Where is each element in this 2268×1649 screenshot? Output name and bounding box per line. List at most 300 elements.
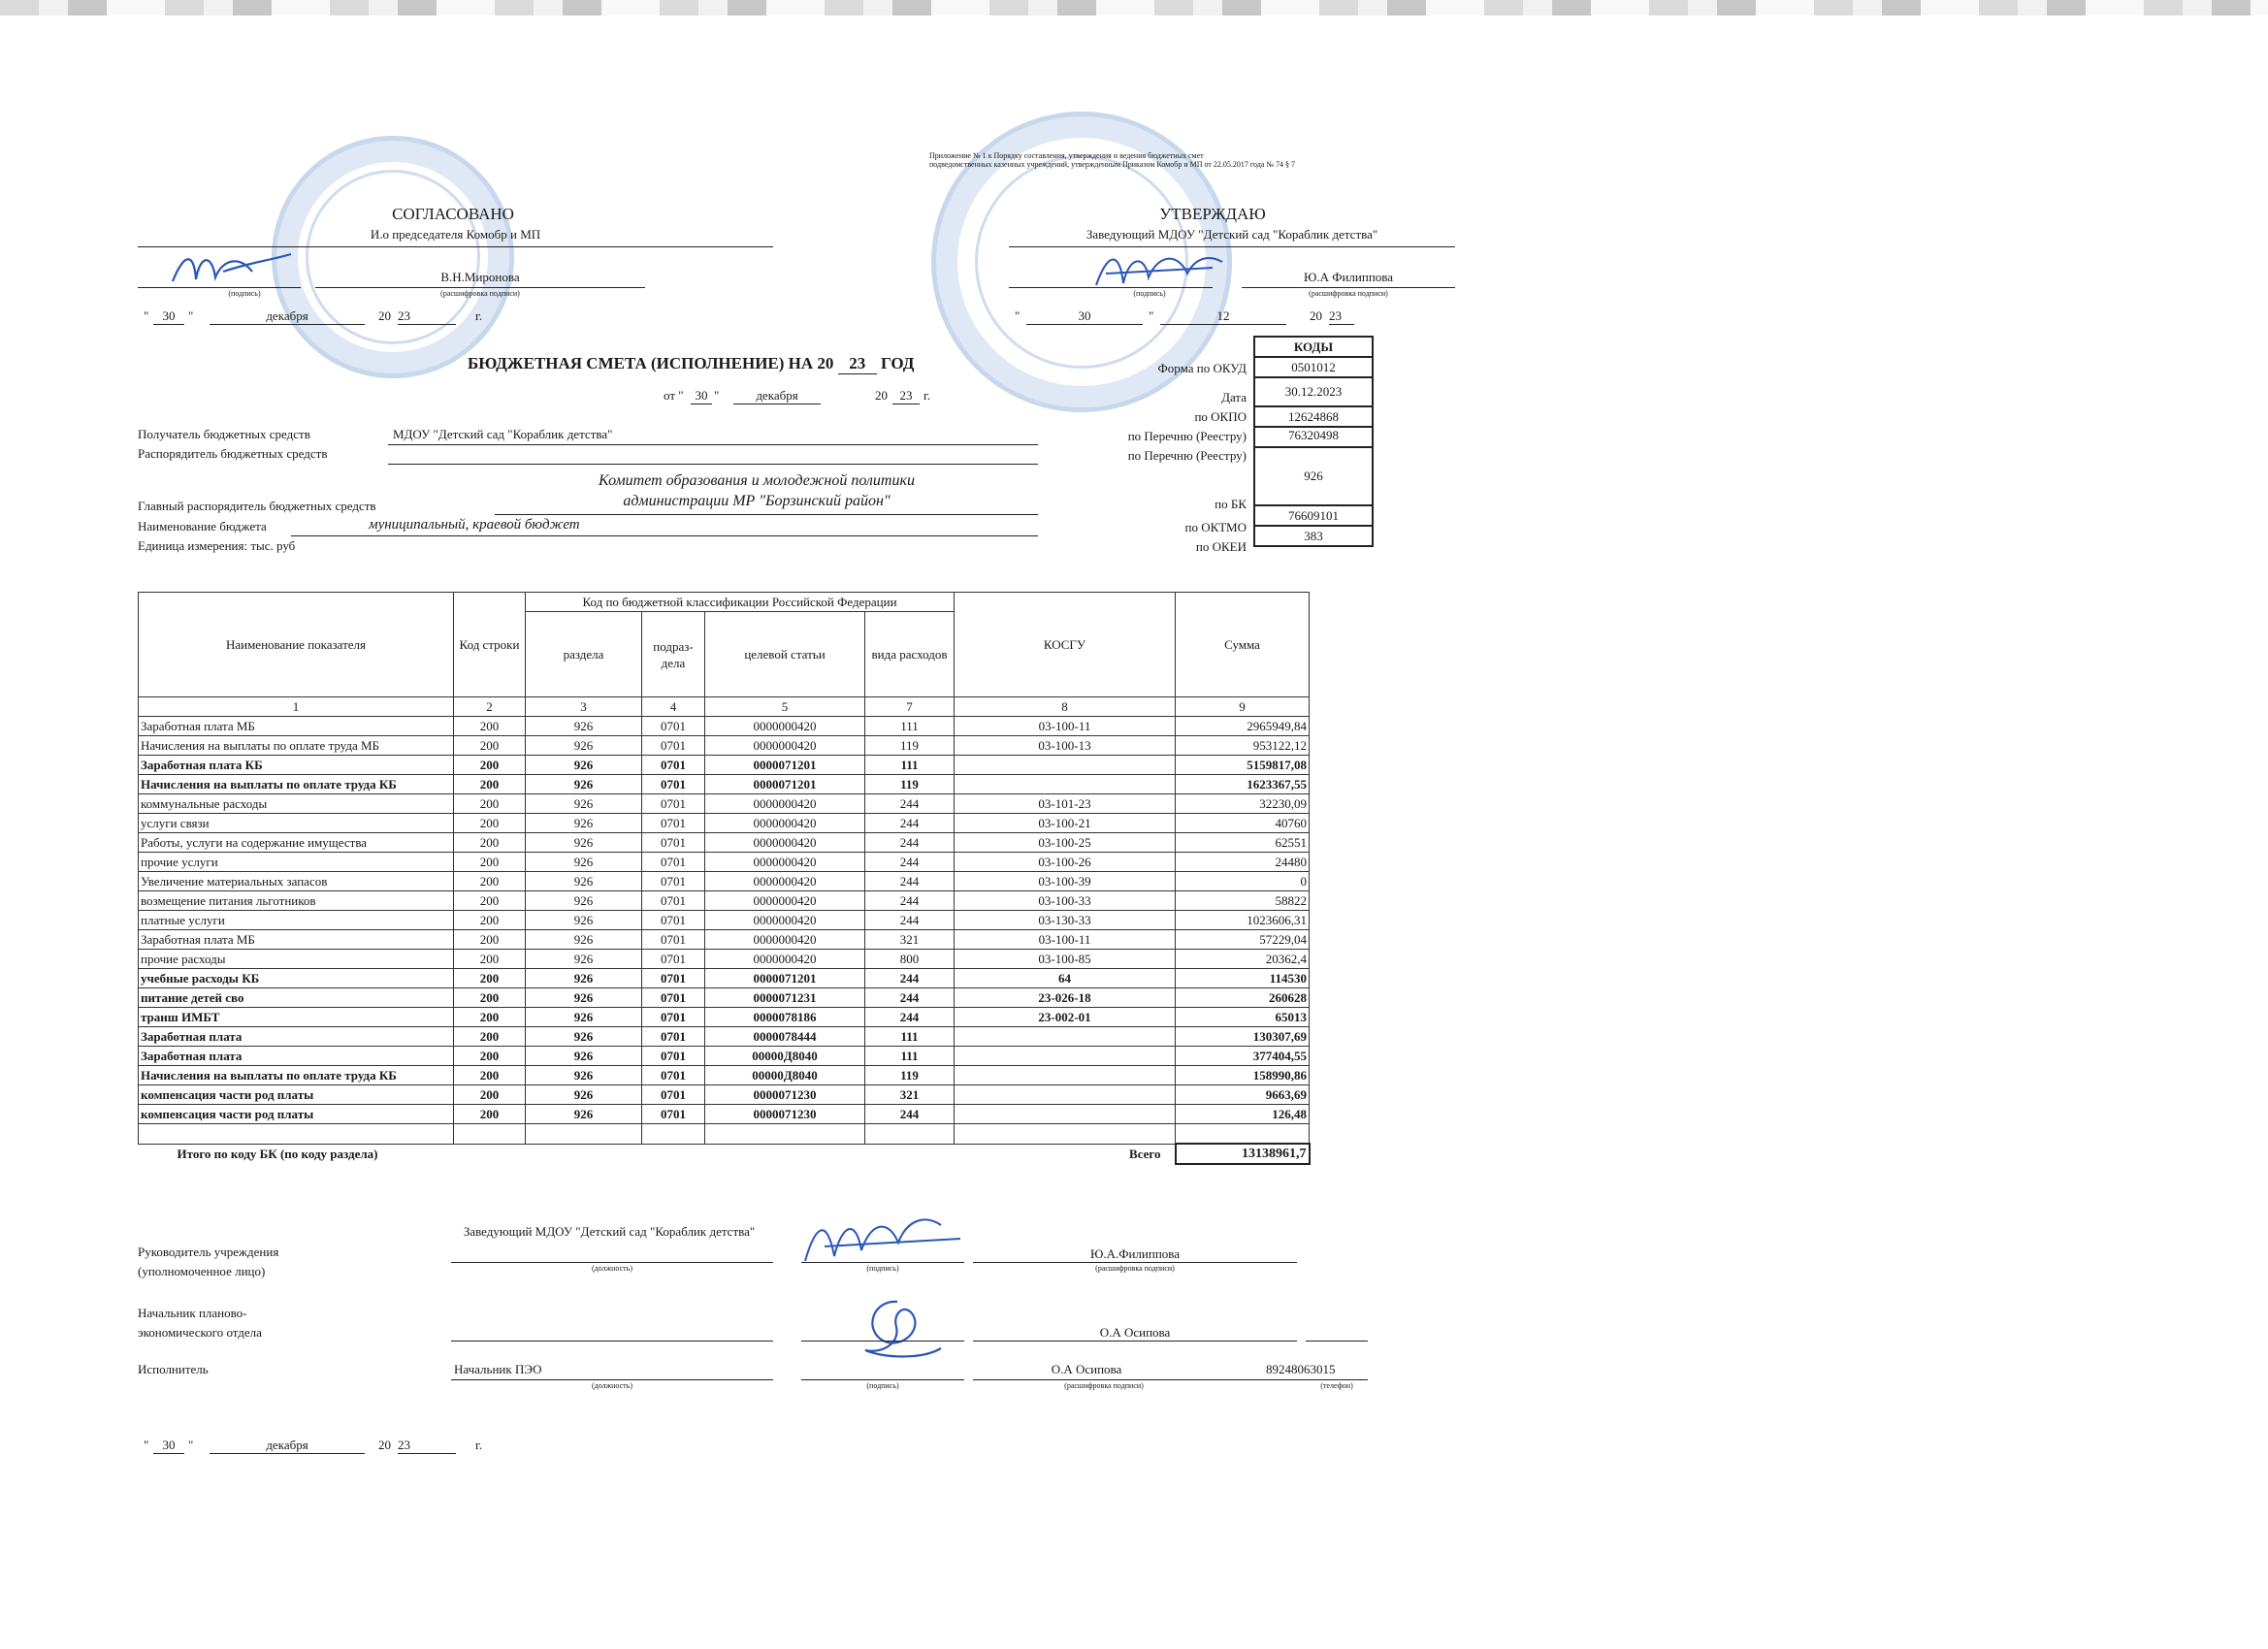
budget-label: Наименование бюджета — [138, 519, 267, 534]
regulation-note-line1: Приложение № 1 к Порядку составления, утверждения и ведения бюджетных смет — [929, 151, 1204, 160]
manager-label: Распорядитель бюджетных средств — [138, 446, 328, 461]
chief-position-line — [451, 1341, 773, 1342]
column-number: 2 — [454, 697, 526, 717]
code-value-registry: 76320498 — [1254, 427, 1373, 447]
row-kosgu: 23-026-18 — [955, 988, 1176, 1008]
row-subsection: 0701 — [642, 950, 705, 969]
code-value-okud: 0501012 — [1254, 357, 1373, 377]
row-subsection: 0701 — [642, 717, 705, 736]
document-date-month: декабря — [733, 388, 821, 404]
code-label-bk: по БК — [1215, 497, 1247, 511]
document-date: от " 30 " декабря 20 23 г. — [664, 388, 931, 403]
row-expense-type: 111 — [865, 1047, 955, 1066]
table-row — [139, 794, 1310, 814]
head-signature-image — [795, 1208, 970, 1266]
header-kosgu: КОСГУ — [955, 593, 1176, 697]
row-expense-type: 800 — [865, 950, 955, 969]
row-subsection: 0701 — [642, 911, 705, 930]
row-section: 926 — [526, 930, 642, 950]
row-kosgu: 03-101-23 — [955, 794, 1176, 814]
row-name: Начисления на выплаты по оплате труда КБ — [139, 775, 454, 794]
row-target: 00000Д8040 — [705, 1066, 865, 1085]
header-subsection: подраз-дела — [642, 612, 705, 697]
row-code: 200 — [454, 930, 526, 950]
row-code: 200 — [454, 1027, 526, 1047]
code-value-date: 30.12.2023 — [1254, 377, 1373, 406]
head-position-line — [451, 1262, 773, 1263]
header-sum: Сумма — [1176, 593, 1310, 697]
code-value-bk: 926 — [1254, 447, 1373, 505]
code-label-okud: Форма по ОКУД — [1157, 361, 1247, 375]
row-target: 0000078444 — [705, 1027, 865, 1047]
row-name: учебные расходы КБ — [139, 969, 454, 988]
row-kosgu: 64 — [955, 969, 1176, 988]
main-manager-line1: Комитет образования и молодежной политики — [599, 472, 915, 489]
head-position: Заведующий МДОУ "Детский сад "Кораблик детства" — [463, 1224, 756, 1239]
row-kosgu — [955, 1066, 1176, 1085]
estimate-rows — [139, 717, 1310, 1124]
row-section: 926 — [526, 1085, 642, 1105]
row-section: 926 — [526, 756, 642, 775]
code-label-okpo: по ОКПО — [1194, 409, 1247, 424]
row-section: 926 — [526, 717, 642, 736]
row-code: 200 — [454, 833, 526, 853]
row-target: 0000000420 — [705, 853, 865, 872]
document-title-suffix: ГОД — [880, 354, 915, 372]
row-target: 0000071230 — [705, 1085, 865, 1105]
agreed-decode-caption: (расшифровка подписи) — [440, 289, 520, 298]
recipient-value: МДОУ "Детский сад "Кораблик детства" — [393, 427, 613, 441]
table-row — [139, 736, 1310, 756]
row-name: возмещение питания льготников — [139, 891, 454, 911]
row-sum: 126,48 — [1176, 1105, 1310, 1124]
chief-phone-line — [1306, 1341, 1368, 1342]
row-name: прочие расходы — [139, 950, 454, 969]
header-section: раздела — [526, 612, 642, 697]
row-code: 200 — [454, 911, 526, 930]
executor-position-line — [451, 1379, 773, 1380]
row-target: 0000000420 — [705, 930, 865, 950]
table-row — [139, 911, 1310, 930]
row-subsection: 0701 — [642, 833, 705, 853]
row-sum: 40760 — [1176, 814, 1310, 833]
head-sign-line — [801, 1262, 964, 1263]
document-date-label: от " — [664, 388, 684, 403]
executor-label: Исполнитель — [138, 1362, 209, 1376]
row-target: 0000000420 — [705, 794, 865, 814]
code-label-registry: по Перечню (Реестру) — [1127, 429, 1247, 443]
chief-signature-image — [844, 1290, 951, 1368]
row-name: транш ИМБТ — [139, 1008, 454, 1027]
sign-date-year-prefix: 20 — [378, 1438, 391, 1452]
approved-name: Ю.А Филиппова — [1303, 270, 1394, 284]
code-label-date: Дата — [1221, 390, 1247, 404]
row-sum: 114530 — [1176, 969, 1310, 988]
row-name: Заработная плата МБ — [139, 717, 454, 736]
head-position-caption: (должность) — [592, 1264, 632, 1273]
chief-name-line — [973, 1341, 1297, 1342]
document-title-text: БЮДЖЕТНАЯ СМЕТА (ИСПОЛНЕНИЕ) НА 20 — [468, 354, 834, 372]
row-section: 926 — [526, 872, 642, 891]
row-target: 0000071201 — [705, 969, 865, 988]
header-name: Наименование показателя — [139, 593, 454, 697]
unit-label: Единица измерения: тыс. руб — [138, 538, 296, 553]
row-target: 0000000420 — [705, 833, 865, 853]
row-expense-type: 111 — [865, 717, 955, 736]
code-value-okei: 383 — [1254, 526, 1373, 546]
table-row — [139, 814, 1310, 833]
row-target: 0000000420 — [705, 736, 865, 756]
head-decode-caption: (расшифровка подписи) — [1095, 1264, 1175, 1273]
row-kosgu: 03-130-33 — [955, 911, 1176, 930]
table-row — [139, 775, 1310, 794]
row-sum: 24480 — [1176, 853, 1310, 872]
row-expense-type: 244 — [865, 891, 955, 911]
total-row — [139, 1144, 1310, 1164]
document-date-year-prefix: 20 — [875, 388, 888, 403]
recipient-line — [388, 444, 1038, 445]
header-target: целевой статьи — [705, 612, 865, 697]
row-expense-type: 119 — [865, 736, 955, 756]
header-expense-type: вида расходов — [865, 612, 955, 697]
row-kosgu: 03-100-39 — [955, 872, 1176, 891]
table-row — [139, 1047, 1310, 1066]
approved-decode-caption: (расшифровка подписи) — [1309, 289, 1388, 298]
row-section: 926 — [526, 1066, 642, 1085]
executor-sign-caption: (подпись) — [866, 1381, 899, 1390]
row-section: 926 — [526, 736, 642, 756]
row-expense-type: 244 — [865, 872, 955, 891]
row-code: 200 — [454, 1008, 526, 1027]
table-row — [139, 853, 1310, 872]
table-row — [139, 1085, 1310, 1105]
row-kosgu: 03-100-25 — [955, 833, 1176, 853]
row-kosgu: 03-100-26 — [955, 853, 1176, 872]
row-sum: 260628 — [1176, 988, 1310, 1008]
row-code: 200 — [454, 717, 526, 736]
table-row — [139, 950, 1310, 969]
row-subsection: 0701 — [642, 872, 705, 891]
total-label: Итого по коду БК (по коду раздела) — [177, 1146, 378, 1161]
row-subsection: 0701 — [642, 1047, 705, 1066]
head-label1: Руководитель учреждения — [138, 1245, 279, 1259]
row-section: 926 — [526, 1105, 642, 1124]
head-name-line — [973, 1262, 1297, 1263]
code-label-oktmo: по ОКТМО — [1184, 520, 1247, 534]
agreed-sign-line — [138, 287, 301, 288]
row-subsection: 0701 — [642, 1027, 705, 1047]
row-target: 0000000420 — [705, 950, 865, 969]
agreed-sign-caption: (подпись) — [228, 289, 261, 298]
row-subsection: 0701 — [642, 794, 705, 814]
scan-artifact-top — [0, 0, 2268, 16]
row-kosgu: 23-002-01 — [955, 1008, 1176, 1027]
row-kosgu: 03-100-13 — [955, 736, 1176, 756]
table-row — [139, 891, 1310, 911]
column-number: 4 — [642, 697, 705, 717]
row-name: Заработная плата КБ — [139, 756, 454, 775]
agreed-name-line — [315, 287, 645, 288]
row-kosgu: 03-100-21 — [955, 814, 1176, 833]
row-subsection: 0701 — [642, 853, 705, 872]
row-name: услуги связи — [139, 814, 454, 833]
regulation-note-line2: подведомственных казенных учреждений, утвержденным Приказом Комобр и МП от 22.05.2017 года № 74 § 7 — [929, 160, 1295, 169]
row-sum: 953122,12 — [1176, 736, 1310, 756]
row-kosgu: 03-100-11 — [955, 930, 1176, 950]
chief-label1: Начальник планово- — [138, 1306, 247, 1320]
row-subsection: 0701 — [642, 814, 705, 833]
head-sign-caption: (подпись) — [866, 1264, 899, 1273]
approved-date-day: 30 — [1026, 308, 1143, 325]
sign-date-month: декабря — [210, 1438, 365, 1454]
row-expense-type: 119 — [865, 775, 955, 794]
column-number: 3 — [526, 697, 642, 717]
row-subsection: 0701 — [642, 1105, 705, 1124]
code-value-oktmo: 76609101 — [1254, 505, 1373, 526]
table-row — [139, 1105, 1310, 1124]
approved-date-month: 12 — [1160, 308, 1286, 325]
row-target: 0000000420 — [705, 872, 865, 891]
sign-date-year: 23 — [398, 1438, 456, 1454]
code-label-registry-2: по Перечню (Реестру) — [1127, 448, 1247, 463]
row-expense-type: 321 — [865, 1085, 955, 1105]
approved-name-line — [1242, 287, 1455, 288]
agreed-date-year: 23 — [398, 308, 456, 325]
approved-position-line — [1009, 246, 1455, 247]
row-subsection: 0701 — [642, 775, 705, 794]
approved-position: Заведующий МДОУ "Детский сад "Кораблик детства" — [1085, 227, 1378, 242]
row-sum: 130307,69 — [1176, 1027, 1310, 1047]
executor-name: О.А Осипова — [1051, 1362, 1122, 1376]
approved-signature-image — [1086, 244, 1232, 293]
main-manager-label: Главный распорядитель бюджетных средств — [138, 499, 376, 513]
row-subsection: 0701 — [642, 1066, 705, 1085]
row-sum: 58822 — [1176, 891, 1310, 911]
table-row — [139, 833, 1310, 853]
row-name: платные услуги — [139, 911, 454, 930]
row-subsection: 0701 — [642, 891, 705, 911]
row-sum: 62551 — [1176, 833, 1310, 853]
row-target: 0000071230 — [705, 1105, 865, 1124]
agreed-date-year-prefix: 20 — [378, 308, 391, 323]
sign-date-day: 30 — [153, 1438, 184, 1454]
row-code: 200 — [454, 775, 526, 794]
agreed-signature-image — [165, 242, 301, 291]
row-code: 200 — [454, 872, 526, 891]
row-sum: 20362,4 — [1176, 950, 1310, 969]
row-expense-type: 321 — [865, 930, 955, 950]
document-date-day: 30 — [691, 388, 712, 404]
row-sum: 9663,69 — [1176, 1085, 1310, 1105]
row-sum: 1623367,55 — [1176, 775, 1310, 794]
executor-position-caption: (должность) — [592, 1381, 632, 1390]
header-row-code: Код строки — [454, 593, 526, 697]
row-subsection: 0701 — [642, 969, 705, 988]
agreed-date-suffix: г. — [475, 308, 483, 323]
row-expense-type: 244 — [865, 969, 955, 988]
approved-date-year: 23 — [1329, 308, 1354, 325]
table-row — [139, 717, 1310, 736]
row-code: 200 — [454, 950, 526, 969]
table-row — [139, 969, 1310, 988]
head-name: Ю.А.Филиппова — [1089, 1246, 1181, 1261]
row-target: 0000000420 — [705, 717, 865, 736]
table-row — [139, 756, 1310, 775]
agreed-date-day: 30 — [153, 308, 184, 325]
grand-total-value: 13138961,7 — [1176, 1144, 1310, 1164]
main-manager-underline — [495, 514, 1038, 515]
row-expense-type: 244 — [865, 911, 955, 930]
row-sum: 377404,55 — [1176, 1047, 1310, 1066]
row-name: Заработная плата — [139, 1027, 454, 1047]
executor-position: Начальник ПЭО — [454, 1362, 542, 1376]
row-code: 200 — [454, 988, 526, 1008]
row-section: 926 — [526, 1047, 642, 1066]
row-kosgu: 03-100-11 — [955, 717, 1176, 736]
row-expense-type: 111 — [865, 1027, 955, 1047]
executor-decode-caption: (расшифровка подписи) — [1064, 1381, 1144, 1390]
row-subsection: 0701 — [642, 930, 705, 950]
row-subsection: 0701 — [642, 756, 705, 775]
row-kosgu — [955, 1027, 1176, 1047]
row-name: Заработная плата — [139, 1047, 454, 1066]
row-target: 0000000420 — [705, 891, 865, 911]
row-name: питание детей сво — [139, 988, 454, 1008]
row-expense-type: 244 — [865, 988, 955, 1008]
code-value-okpo: 12624868 — [1254, 406, 1373, 427]
row-section: 926 — [526, 988, 642, 1008]
row-sum: 158990,86 — [1176, 1066, 1310, 1085]
budget-line — [291, 535, 1038, 536]
code-label-okei: по ОКЕИ — [1195, 539, 1247, 554]
row-code: 200 — [454, 891, 526, 911]
row-section: 926 — [526, 969, 642, 988]
row-expense-type: 244 — [865, 814, 955, 833]
row-section: 926 — [526, 794, 642, 814]
approved-title: УТВЕРЖДАЮ — [1159, 205, 1266, 223]
table-row — [139, 872, 1310, 891]
row-expense-type: 119 — [865, 1066, 955, 1085]
agreed-position: И.о председателя Комобр и МП — [370, 227, 541, 242]
row-kosgu — [955, 775, 1176, 794]
row-kosgu — [955, 1105, 1176, 1124]
column-number: 7 — [865, 697, 955, 717]
row-kosgu: 03-100-33 — [955, 891, 1176, 911]
row-target: 0000000420 — [705, 814, 865, 833]
row-name: прочие услуги — [139, 853, 454, 872]
empty-row — [139, 1124, 1310, 1145]
executor-phone-caption: (телефон) — [1320, 1381, 1353, 1390]
row-code: 200 — [454, 1085, 526, 1105]
row-section: 926 — [526, 814, 642, 833]
row-section: 926 — [526, 1008, 642, 1027]
recipient-label: Получатель бюджетных средств — [138, 427, 310, 441]
row-code: 200 — [454, 794, 526, 814]
row-expense-type: 244 — [865, 1008, 955, 1027]
row-section: 926 — [526, 833, 642, 853]
agreed-title: СОГЛАСОВАНО — [392, 205, 514, 223]
row-section: 926 — [526, 853, 642, 872]
table-row — [139, 930, 1310, 950]
row-expense-type: 244 — [865, 1105, 955, 1124]
table-row — [139, 988, 1310, 1008]
row-sum: 65013 — [1176, 1008, 1310, 1027]
approved-sign-caption: (подпись) — [1133, 289, 1166, 298]
table-row — [139, 1027, 1310, 1047]
row-kosgu: 03-100-85 — [955, 950, 1176, 969]
chief-label2: экономического отдела — [138, 1325, 262, 1340]
row-name: компенсация части род платы — [139, 1085, 454, 1105]
chief-sign-line — [801, 1341, 964, 1342]
row-sum: 57229,04 — [1176, 930, 1310, 950]
row-sum: 2965949,84 — [1176, 717, 1310, 736]
row-code: 200 — [454, 853, 526, 872]
grand-total-label: Всего — [1129, 1146, 1161, 1161]
row-name: Заработная плата МБ — [139, 930, 454, 950]
row-section: 926 — [526, 775, 642, 794]
row-subsection: 0701 — [642, 1085, 705, 1105]
document-title — [468, 354, 991, 377]
chief-name: О.А Осипова — [1099, 1325, 1171, 1340]
column-number: 1 — [139, 697, 454, 717]
regulation-note — [929, 151, 1511, 169]
row-kosgu — [955, 1085, 1176, 1105]
codes-box — [1253, 336, 1374, 547]
table-row — [139, 1066, 1310, 1085]
approved-sign-line — [1009, 287, 1213, 288]
row-section: 926 — [526, 1027, 642, 1047]
row-expense-type: 244 — [865, 794, 955, 814]
head-label2: (уполномоченное лицо) — [138, 1264, 266, 1278]
row-sum: 0 — [1176, 872, 1310, 891]
main-manager-line2: администрации МР "Борзинский район" — [623, 493, 891, 509]
executor-name-line — [973, 1379, 1368, 1380]
agreed-date: " 30 " декабря 20 23 г. — [144, 308, 483, 323]
budget-value: муниципальный, краевой бюджет — [369, 517, 580, 533]
row-target: 00000Д8040 — [705, 1047, 865, 1066]
row-code: 200 — [454, 969, 526, 988]
row-name: Увеличение материальных запасов — [139, 872, 454, 891]
executor-phone: 89248063015 — [1266, 1362, 1336, 1376]
row-sum: 5159817,08 — [1176, 756, 1310, 775]
estimate-table — [138, 592, 1311, 1165]
row-target: 0000071201 — [705, 775, 865, 794]
row-sum: 32230,09 — [1176, 794, 1310, 814]
row-name: Работы, услуги на содержание имущества — [139, 833, 454, 853]
agreed-date-month: декабря — [210, 308, 365, 325]
column-number: 9 — [1176, 697, 1310, 717]
row-subsection: 0701 — [642, 736, 705, 756]
row-code: 200 — [454, 1047, 526, 1066]
codes-header: КОДЫ — [1254, 337, 1373, 357]
row-section: 926 — [526, 911, 642, 930]
row-code: 200 — [454, 1105, 526, 1124]
row-expense-type: 244 — [865, 853, 955, 872]
document-title-year: 23 — [838, 354, 877, 374]
row-target: 0000071201 — [705, 756, 865, 775]
row-kosgu — [955, 756, 1176, 775]
column-number: 8 — [955, 697, 1176, 717]
table-row — [139, 1008, 1310, 1027]
header-bk-group: Код по бюджетной классификации Российской Федерации — [526, 593, 955, 612]
row-name: коммунальные расходы — [139, 794, 454, 814]
approved-date: " 30 " 12 20 23 — [1015, 308, 1364, 328]
row-target: 0000078186 — [705, 1008, 865, 1027]
row-name: Начисления на выплаты по оплате труда КБ — [139, 1066, 454, 1085]
approved-date-year-prefix: 20 — [1310, 308, 1322, 323]
row-target: 0000000420 — [705, 911, 865, 930]
row-section: 926 — [526, 891, 642, 911]
